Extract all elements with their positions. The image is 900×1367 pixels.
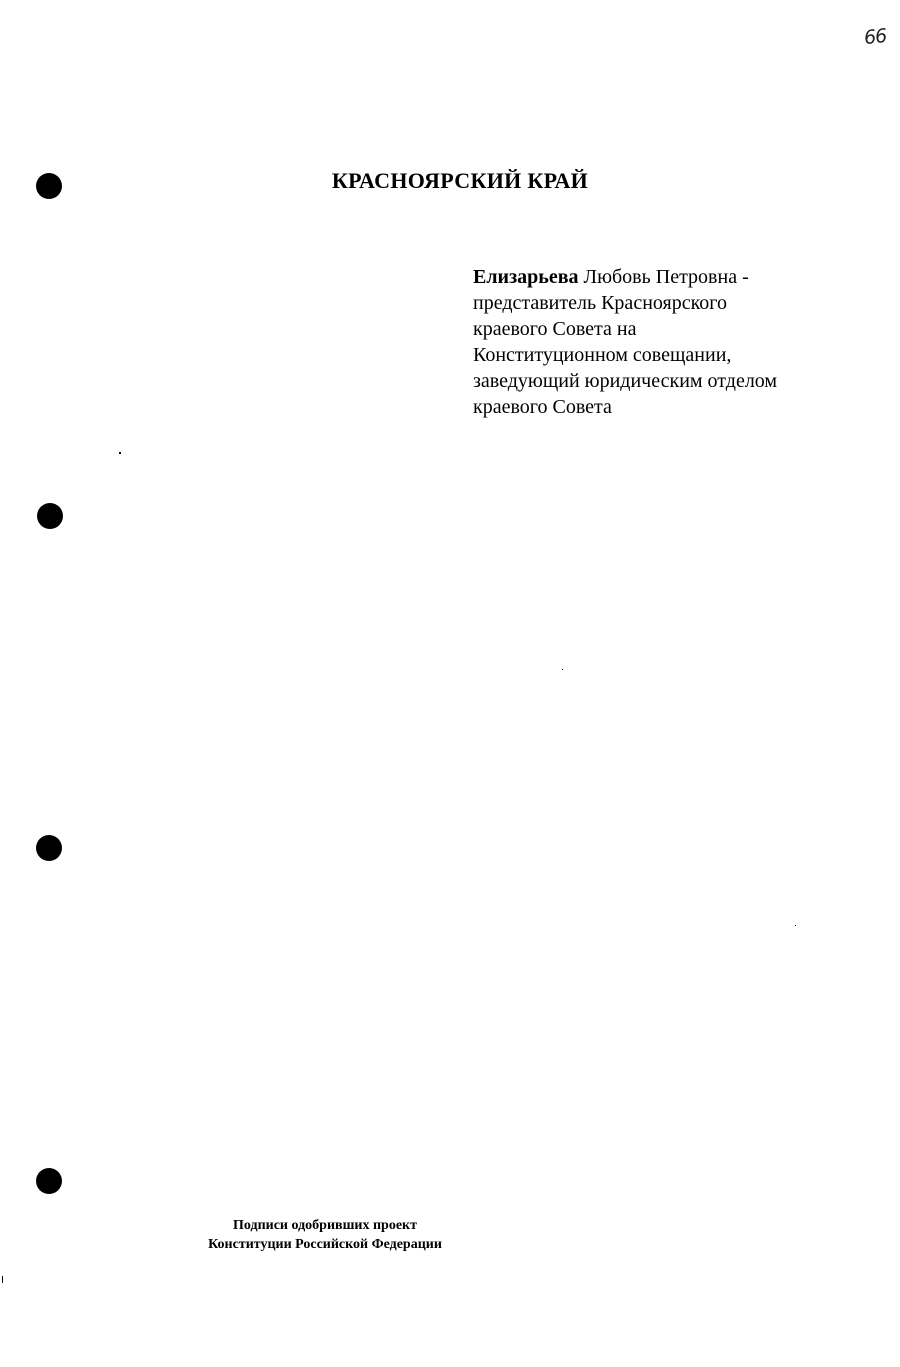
representative-description-line: представитель Красноярского <box>473 292 727 314</box>
scan-speck <box>562 669 563 670</box>
footer-caption-line: Подписи одобривших проект <box>233 1218 417 1233</box>
handwritten-page-number: 66 <box>862 24 888 50</box>
representative-given-names: Любовь Петровна - <box>578 266 749 288</box>
scan-speck <box>119 452 121 454</box>
punch-hole <box>37 503 63 529</box>
representative-description-line: краевого Совета на <box>473 318 637 340</box>
scan-edge-mark <box>2 1276 3 1283</box>
representative-description-line: заведующий юридическим отделом <box>473 370 778 392</box>
scan-speck <box>795 925 796 926</box>
representative-info <box>473 264 873 420</box>
punch-hole <box>36 835 62 861</box>
representative-name-line <box>473 264 873 290</box>
punch-hole <box>36 1168 62 1194</box>
footer-caption-line: Конституции Российской Федерации <box>208 1237 442 1252</box>
footer-caption <box>180 1216 470 1254</box>
region-title: КРАСНОЯРСКИЙ КРАЙ <box>331 168 589 193</box>
representative-surname: Елизарьева <box>473 266 579 288</box>
representative-description-line: Конституционном совещании, <box>473 344 732 366</box>
representative-description-line: краевого Совета <box>473 396 612 418</box>
punch-hole <box>36 173 62 199</box>
